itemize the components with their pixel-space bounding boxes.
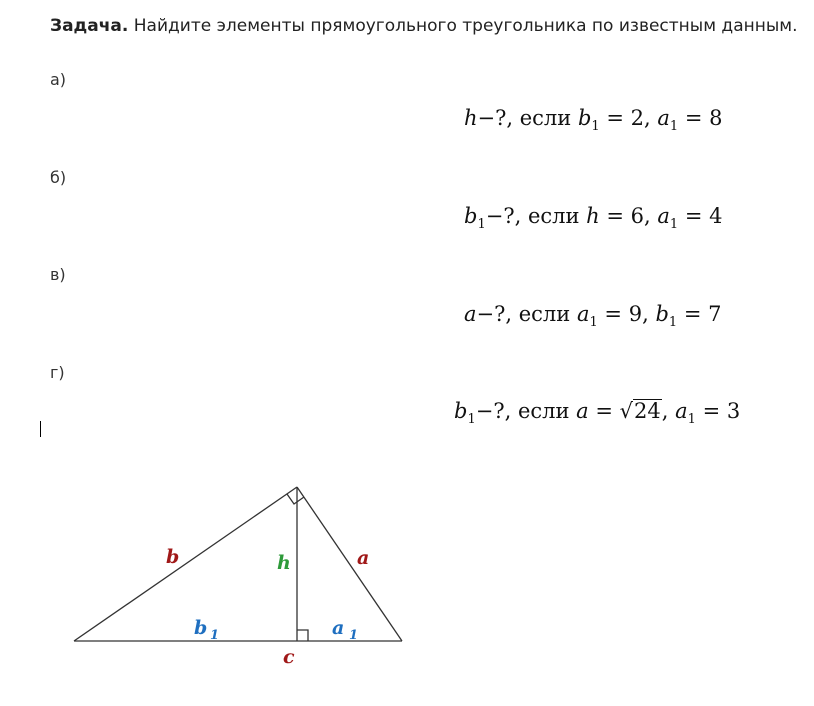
formula-b-cond2-var: a <box>657 204 670 228</box>
item-label-v: в) <box>50 265 66 284</box>
task-heading-bold: Задача. <box>50 16 129 36</box>
formula-b-unknown-sub: 1 <box>477 217 486 232</box>
formula-a-cond2-val: 8 <box>709 106 723 130</box>
formula-v-cond1-var: a <box>576 302 590 326</box>
formula-a-cond2-var: a <box>657 106 670 130</box>
formula-v-cond2-val: 7 <box>708 302 722 326</box>
item-label-b: б) <box>50 168 67 187</box>
formula-v-cond1-val: 9 <box>628 302 643 326</box>
formula-a-rest: −?, если <box>477 106 578 130</box>
formula-b: $b_1-$?, если h = 6, $a_1 = 4$ <box>464 204 723 232</box>
formula-g-cond1-var: a <box>576 399 589 423</box>
formula-v-rest: −?, если <box>476 302 577 326</box>
formula-g-cond2-sub: 1 <box>687 412 696 427</box>
formula-g-unknown: b <box>454 399 468 423</box>
formula-g-sqrt-value: 24 <box>634 399 661 423</box>
formula-b-cond2-sub: 1 <box>669 217 679 232</box>
label-b1-sub: 1 <box>210 628 220 643</box>
formula-v-cond1-sub: 1 <box>589 315 598 330</box>
leg-a <box>297 487 402 641</box>
formula-g-cond2-var: a <box>675 399 688 423</box>
label-a: a <box>357 547 370 569</box>
formula-a-cond1-sub: 1 <box>591 119 600 134</box>
formula-a-unknown: h <box>464 106 478 130</box>
formula-b-cond1-val: 6 <box>630 204 644 228</box>
label-b1: b <box>194 617 208 639</box>
item-label-g: г) <box>50 363 65 382</box>
altitude-right-angle-mark <box>297 630 308 641</box>
formula-a-cond1-val: 2 <box>630 106 644 130</box>
formula-b-cond2-val: 4 <box>709 204 723 228</box>
leg-b <box>74 487 297 641</box>
formula-b-unknown: b <box>464 204 478 228</box>
formula-g-unknown-sub: 1 <box>467 412 476 427</box>
vertex-right-angle-mark <box>287 494 304 504</box>
formula-v: a−?, если $a_1 = 9$, $b_1 = 7$ <box>464 302 722 330</box>
formula-g-cond2-val: 3 <box>726 399 741 423</box>
label-h: h <box>277 552 291 574</box>
formula-v-cond2-sub: 1 <box>668 315 678 330</box>
formula-a-cond1-var: b <box>577 106 592 130</box>
label-b: b <box>166 546 180 568</box>
label-a1-sub: 1 <box>349 628 359 643</box>
formula-v-unknown: a <box>464 302 477 326</box>
label-c: c <box>283 646 295 668</box>
formula-g: $b_1-$?, если a = √24, $a_1 = 3$ <box>454 399 741 427</box>
formula-g-rest: −?, если <box>475 399 577 423</box>
formula-b-cond1-var: h <box>586 204 600 228</box>
formula-a-cond2-sub: 1 <box>669 119 679 134</box>
formula-b-rest: −?, если <box>485 204 587 228</box>
label-a1: a <box>332 617 345 639</box>
item-label-a: а) <box>50 70 67 89</box>
formula-a: h−?, если $b_1 = 2$, $a_1 = 8$ <box>464 106 723 134</box>
formula-v-cond2-var: b <box>655 302 669 326</box>
task-heading-text: Найдите элементы прямоугольного треугольника по известным данным. <box>128 16 798 36</box>
